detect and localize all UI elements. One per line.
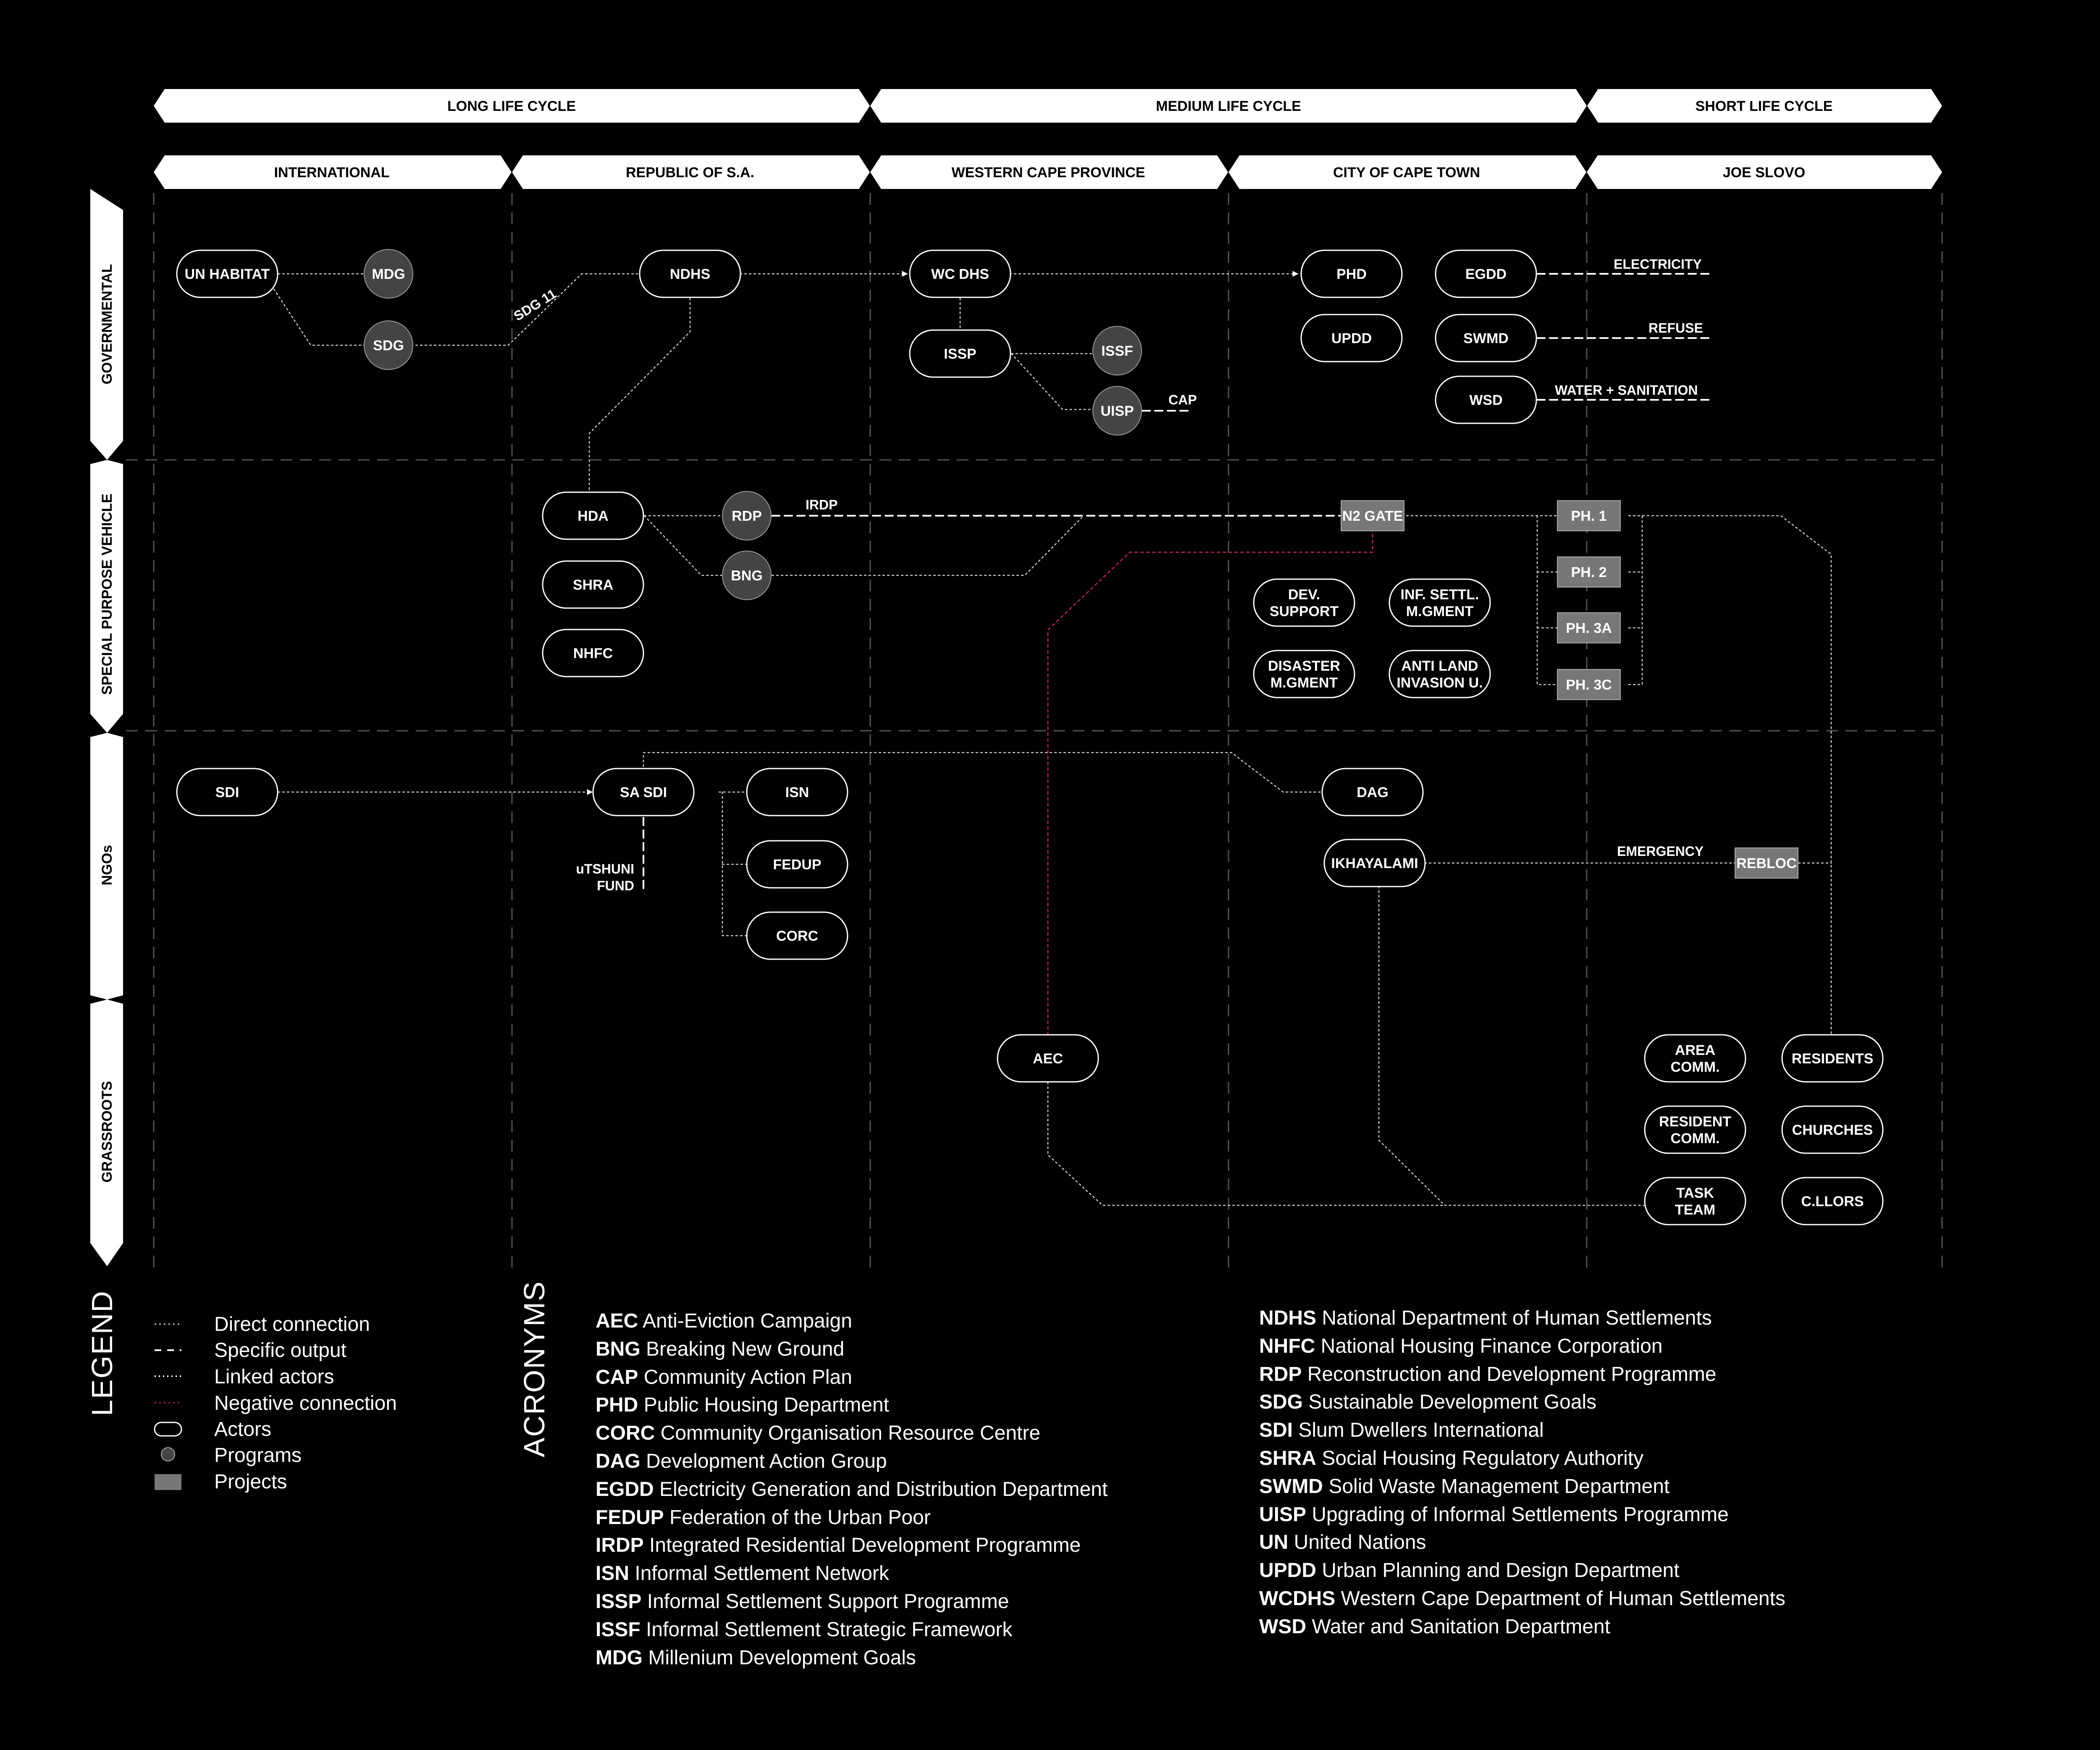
actor-dev-support [1254,579,1354,626]
acronym-row [596,1480,1108,1500]
actor-anti-land [1389,651,1490,698]
acronym-abbr: DAG [596,1450,640,1472]
label-utshuni-1: uTSHUNI [576,861,634,876]
project-rebloc [1735,848,1798,878]
program-label: SDG [373,338,404,354]
label-emergency: EMERGENCY [1617,844,1704,859]
actor-issp [910,330,1011,377]
actor-wsd [1436,376,1536,423]
acronym-abbr: SDI [1259,1419,1293,1442]
acronym-row [596,1367,852,1388]
project-label: N2 GATE [1342,508,1403,524]
acronym-row [596,1620,1012,1640]
actor-label: NDHS [669,266,711,282]
program-mdg [364,249,413,298]
legend-specific: Specific output [214,1339,346,1362]
actor-label: SWMD [1463,331,1509,346]
acronym-text: Upgrading of Informal Settlements Programme [1312,1503,1729,1526]
acronym-text: United Nations [1294,1531,1426,1554]
legend-linked: Linked actors [214,1366,334,1388]
acronym-abbr: UN [1259,1531,1289,1554]
actor-aec [998,1035,1098,1082]
acronym-abbr: EGDD [596,1478,654,1501]
acronym-abbr: MDG [596,1646,643,1669]
acronym-row [1259,1420,1544,1440]
acronym-text: Breaking New Ground [646,1338,845,1360]
legend-project-symbol [155,1474,181,1490]
acronym-row [1259,1308,1712,1328]
acronym-abbr: ISSP [596,1590,642,1613]
actor-label: RESIDENT [1659,1114,1731,1130]
legend-actor-symbol [155,1422,181,1436]
actor-label: UPDD [1331,331,1372,346]
actor-label: IKHAYALAMI [1331,855,1418,871]
actor-label: NHFC [573,645,613,661]
actor-inf-settl [1389,579,1490,626]
acronym-row [596,1339,844,1359]
acronym-abbr: BNG [596,1338,640,1360]
actor-phd [1301,250,1402,297]
acronym-text: Solid Waste Management Department [1328,1475,1670,1498]
acronym-text: Water and Sanitation Department [1312,1615,1610,1638]
actor-disaster [1254,651,1354,698]
acronym-abbr: UISP [1259,1503,1307,1526]
cycle-banners [154,89,1942,123]
actor-label: ISN [785,784,809,800]
actor-label: WC DHS [931,266,989,282]
scale-western-cape: WESTERN CAPE PROVINCE [951,165,1145,181]
actor-label: HDA [578,508,609,524]
sector-grassroots: GRASSROOTS [99,1081,115,1183]
program-issf [1093,326,1142,375]
scale-international: INTERNATIONAL [274,165,390,181]
program-rdp [722,491,771,540]
label-electricity: ELECTRICITY [1614,257,1702,272]
scale-banners [154,155,1942,189]
actor-label: FEDUP [773,857,822,873]
project-ph1 [1557,501,1620,531]
legend-symbols [151,1312,202,1497]
actor-nhfc [543,630,643,677]
acronym-text: Reconstruction and Development Programme [1307,1363,1717,1385]
actor-label: INF. SETTL. [1400,587,1479,603]
actor-un-habitat [177,250,278,297]
actor-label: PHD [1336,266,1367,282]
actor-hda [543,492,643,539]
acronym-text: Public Housing Department [643,1394,889,1417]
scale-republic: REPUBLIC OF S.A. [625,165,755,181]
actor-cllors [1782,1178,1883,1225]
scale-joe-slovo: JOE SLOVO [1722,165,1806,181]
legend-title: LEGEND [86,1290,118,1416]
acronym-abbr: RDP [1259,1363,1302,1385]
acronym-row [596,1508,931,1528]
actor-resident-comm [1645,1106,1746,1153]
acronym-text: Urban Planning and Design Department [1322,1559,1680,1582]
acronym-row [596,1592,1009,1612]
project-label: PH. 1 [1571,508,1607,524]
actor-residents [1782,1035,1883,1082]
label-refuse: REFUSE [1648,320,1703,336]
actor-dag [1322,769,1423,816]
label-water: WATER + SANITATION [1555,383,1698,398]
program-label: UISP [1100,403,1134,419]
sector-governmental: GOVERNMENTAL [99,264,115,385]
program-label: ISSF [1101,343,1133,359]
actor-sa-sdi [593,769,694,816]
acronym-row [596,1648,916,1668]
project-label: REBLOC [1736,855,1797,871]
actor-label: COMM. [1670,1131,1720,1147]
acronym-text: National Housing Finance Corporation [1320,1335,1663,1357]
legend-program-symbol [161,1448,175,1461]
actor-corc [747,912,848,959]
actor-label: DISASTER [1268,658,1340,674]
actor-shra [543,561,643,608]
acronym-abbr: CORC [596,1422,655,1445]
acronym-row [1259,1532,1426,1553]
actor-label: INVASION U. [1396,675,1483,691]
actor-label: COMM. [1670,1059,1720,1075]
label-sdg11: SDG 11 [511,286,559,324]
actor-sdi [177,769,278,816]
acronym-text: Community Organisation Resource Centre [660,1422,1041,1445]
actor-updd [1301,315,1402,362]
sector-banners [90,189,123,1266]
acronym-abbr: NHFC [1259,1335,1315,1357]
program-label: RDP [732,508,762,524]
acronym-text: Community Action Plan [643,1366,852,1388]
program-sdg [364,321,413,370]
acronym-abbr: SWMD [1259,1475,1323,1498]
program-bng [722,551,771,600]
actor-label: SA SDI [620,784,667,800]
project-label: PH. 2 [1571,564,1607,580]
acronym-abbr: ISSF [596,1618,640,1641]
acronym-text: Social Housing Regulatory Authority [1322,1447,1644,1469]
actor-task-team [1645,1178,1746,1225]
actor-fedup [747,841,848,888]
legend-actors: Actors [214,1418,272,1440]
acronym-row [1259,1364,1717,1385]
acronym-abbr: IRDP [596,1534,644,1557]
actor-label: AREA [1675,1042,1716,1058]
acronym-abbr: CAP [596,1366,638,1388]
sector-spv: SPECIAL PURPOSE VEHICLE [99,493,115,695]
actor-isn [747,769,848,816]
acronym-abbr: WCDHS [1259,1587,1336,1610]
acronym-row [1259,1336,1662,1356]
actor-churches [1782,1106,1883,1153]
acronym-row [1259,1392,1596,1412]
acronym-abbr: ISN [596,1562,630,1585]
actor-label: SHRA [572,577,614,593]
project-ph2 [1557,557,1620,587]
actor-egdd [1436,250,1536,297]
acronym-row [1259,1448,1643,1469]
acronym-abbr: SHRA [1259,1447,1317,1469]
actor-label: TEAM [1675,1202,1716,1218]
actor-label: C.LLORS [1801,1194,1864,1210]
actor-label: M.GMENT [1406,603,1474,619]
acronym-row [596,1395,889,1415]
acronym-row [596,1564,889,1584]
actor-label: M.GMENT [1270,675,1338,691]
actor-label: TASK [1676,1185,1714,1201]
label-utshuni-2: FUND [597,878,634,893]
actor-area-comm [1645,1035,1746,1082]
program-label: MDG [372,266,405,282]
acronym-row [596,1423,1040,1443]
acronym-text: Federation of the Urban Poor [669,1506,931,1529]
actor-label: SDI [215,784,239,800]
acronym-row [596,1311,852,1331]
project-ph3a [1557,613,1620,643]
acronym-abbr: SDG [1259,1391,1303,1414]
actor-label: RESIDENTS [1791,1051,1874,1067]
legend-negative: Negative connection [214,1392,397,1414]
legend-projects: Projects [214,1471,287,1493]
acronym-abbr: PHD [596,1394,638,1417]
acronym-row [1259,1589,1785,1609]
project-n2gate [1341,501,1404,531]
project-label: PH. 3C [1566,677,1612,693]
project-ph3c [1557,669,1620,700]
acronym-abbr: UPDD [1259,1559,1317,1582]
cycle-medium-label: MEDIUM LIFE CYCLE [1156,98,1301,114]
cycle-short-label: SHORT LIFE CYCLE [1695,98,1833,114]
program-uisp [1093,386,1142,435]
actor-label: ANTI LAND [1401,658,1478,674]
acronym-text: National Department of Human Settlements [1322,1307,1712,1329]
actor-ikhayalami [1324,840,1425,887]
program-label: BNG [731,568,763,584]
actor-label: EGDD [1465,266,1507,282]
actor-label: AEC [1033,1051,1063,1067]
actor-label: SUPPORT [1269,603,1339,619]
acronym-abbr: WSD [1259,1615,1306,1638]
actor-label: ISSP [944,346,976,362]
acronym-row [596,1535,1081,1556]
actor-label: UN HABITAT [184,266,270,282]
project-label: PH. 3A [1566,620,1612,636]
acronym-text: Western Cape Department of Human Settlements [1341,1587,1785,1610]
acronym-text: Development Action Group [646,1450,887,1472]
acronym-text: Anti-Eviction Campaign [643,1310,852,1332]
acronyms-title: ACRONYMS [518,1280,551,1457]
actor-swmd [1436,315,1536,362]
acronym-row [596,1451,887,1472]
acronym-abbr: NDHS [1259,1307,1317,1329]
actor-label: DAG [1357,784,1389,800]
label-irdp: IRDP [806,497,838,512]
actor-ndhs [640,250,740,297]
acronym-text: Electricity Generation and Distribution Department [659,1478,1108,1501]
scale-city: CITY OF CAPE TOWN [1333,165,1480,181]
acronym-text: Millenium Development Goals [648,1646,916,1669]
sector-ngos: NGOs [99,845,115,886]
acronym-abbr: AEC [596,1310,638,1332]
legend-programs: Programs [214,1444,302,1467]
acronym-row [1259,1617,1610,1637]
acronym-text: Informal Settlement Support Programme [647,1590,1009,1613]
actor-wc-dhs [910,250,1011,297]
acronym-text: Informal Settlement Strategic Framework [646,1618,1013,1641]
acronym-row [1259,1505,1729,1525]
actor-label: WSD [1469,392,1503,408]
acronym-row [1259,1561,1680,1581]
acronym-text: Sustainable Development Goals [1308,1391,1597,1414]
actor-label: CHURCHES [1792,1122,1873,1138]
acronym-abbr: FEDUP [596,1506,664,1529]
actor-label: DEV. [1288,587,1320,603]
legend-direct: Direct connection [214,1313,370,1335]
acronym-row [1259,1477,1670,1497]
actor-label: CORC [776,928,819,944]
acronym-text: Slum Dwellers International [1298,1419,1544,1442]
label-cap: CAP [1168,392,1197,407]
acronym-text: Integrated Residential Development Programme [649,1534,1081,1557]
cycle-long-label: LONG LIFE CYCLE [447,98,576,114]
acronym-text: Informal Settlement Network [635,1562,889,1585]
